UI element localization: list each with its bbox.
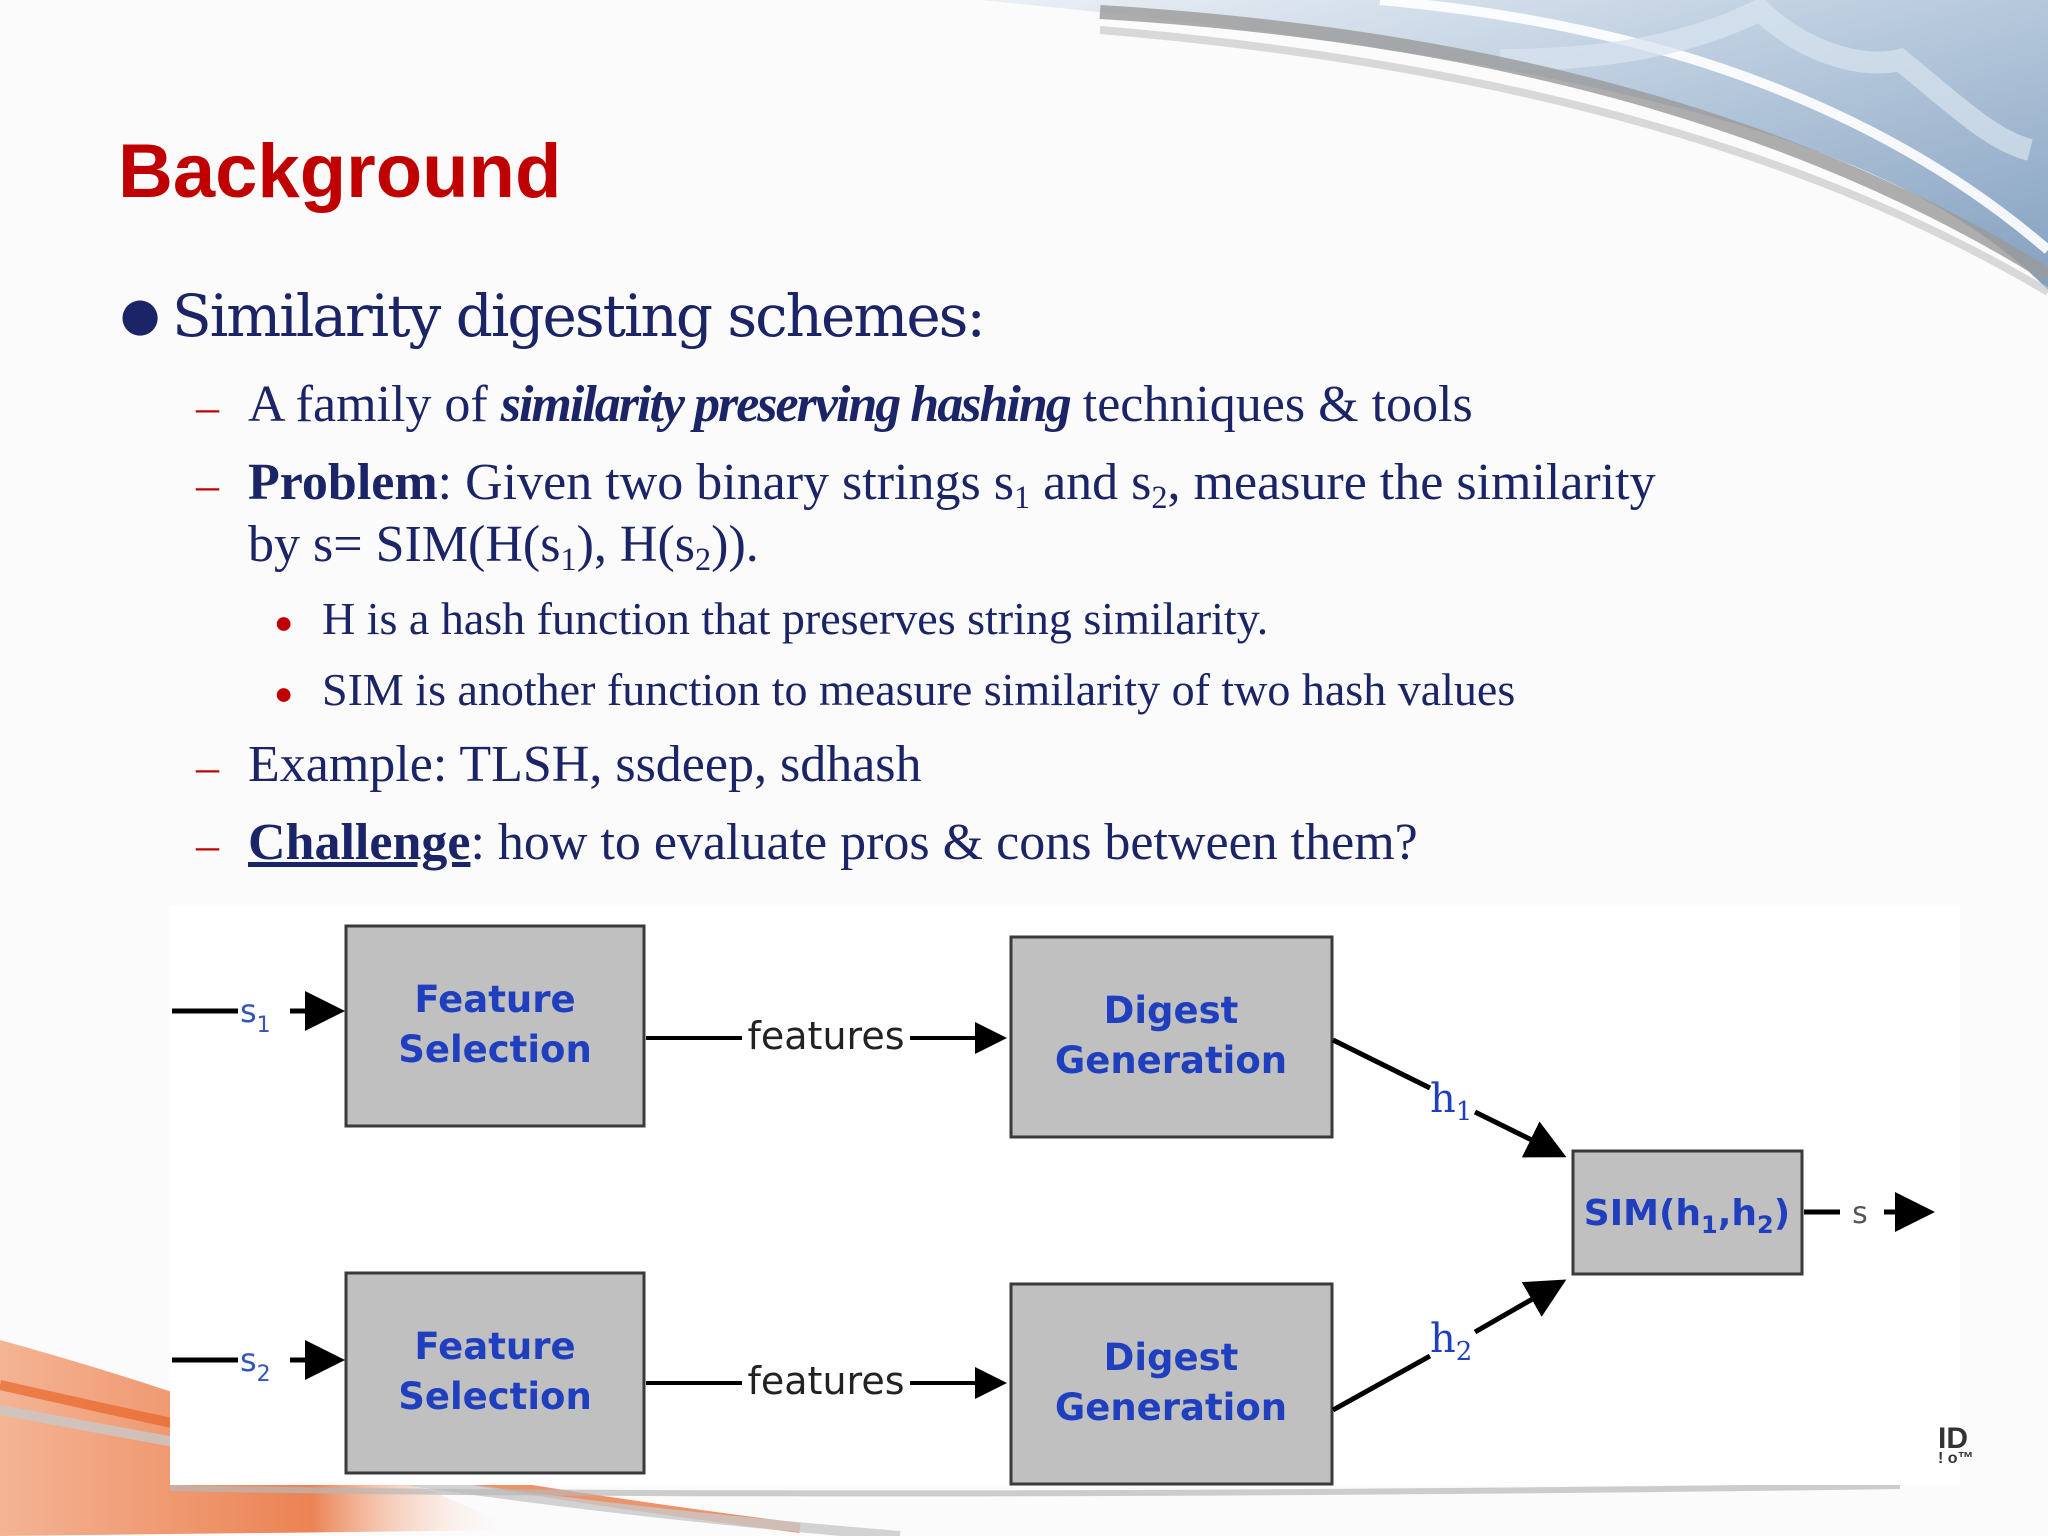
fs-label-1b: Selection [398,1028,592,1071]
h2-label: $h_2$ [1430,1316,1473,1367]
dg-label-1b: Generation [1054,1039,1288,1082]
features-label-2: features [747,1359,905,1403]
dg-label-1a: Digest [1103,989,1239,1032]
fs-label-2a: Feature [414,1325,576,1368]
sim-label: $SIM(h_1,h_2)$ [1583,1193,1791,1239]
challenge-label: Challenge [248,814,471,871]
fs-label-1a: Feature [414,978,576,1021]
fs-label-2b: Selection [398,1375,592,1418]
bullet-dot-icon: ● [120,287,159,341]
dg-label-2b: Generation [1054,1386,1288,1429]
problem-label: Problem [248,454,438,511]
bullet-dot-icon: ● [274,675,294,711]
slide-title: Background [118,129,562,214]
input-label-2: $s_2$ [240,1341,271,1387]
bullet-text: Similarity digesting schemes: [172,282,984,350]
h1-label: $h_1$ [1430,1076,1473,1127]
item-example: Example: TLSH, ssdeep, sdhash [248,736,922,793]
features-label-1: features [747,1014,905,1058]
input-label-1: $s_1$ [240,992,271,1038]
feature-selection-box-1 [346,926,644,1126]
emphasis-text: similarity preserving hashing [500,376,1070,433]
logo: ID ! o™ [1938,1422,1974,1467]
sub-item-sim: SIM is another function to measure similarity of two hash values [322,664,1516,715]
dash-icon: – [196,819,219,870]
dash-icon: – [196,381,219,432]
dash-icon: – [196,459,219,510]
digest-generation-box-2 [1011,1284,1332,1484]
dash-icon: – [196,741,219,792]
digest-generation-box-1 [1011,937,1332,1137]
sub-item-hash: H is a hash function that preserves string similarity. [322,593,1269,644]
item-family: A family of similarity preserving hashing techniques & tools [248,376,1473,433]
dg-label-2a: Digest [1103,1336,1239,1379]
bullet-dot-icon: ● [274,604,294,640]
feature-selection-box-2 [346,1273,644,1473]
item-problem-line1: Problem: Given two binary strings $s_1$ and $s_2$, measure the similarity [248,454,1656,516]
item-challenge: Challenge: how to evaluate pros & cons between them? [248,814,1418,871]
item-problem-line2: by $s= SIM(H(s_1)$, $H(s_2)$). [248,516,759,578]
output-label: s [1852,1196,1868,1231]
